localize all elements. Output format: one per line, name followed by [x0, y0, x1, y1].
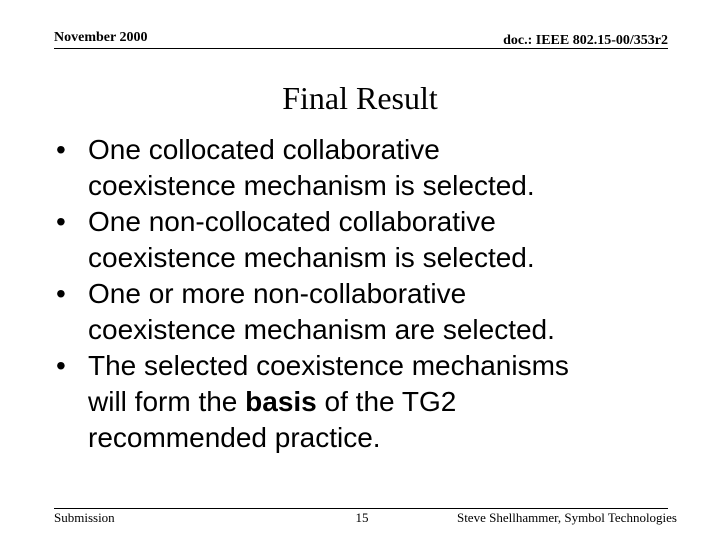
header-date: November 2000 — [54, 30, 148, 45]
bullet-item — [56, 132, 696, 204]
bullet-line: coexistence mechanism is selected. — [88, 242, 535, 273]
bullet-line: One collocated collaborative — [88, 134, 440, 165]
bullet-line: One non-collocated collaborative — [88, 206, 496, 237]
bullet-dot-icon: • — [56, 134, 66, 165]
bullet-dot-icon: • — [56, 350, 66, 381]
bullet-line: The selected coexistence mechanisms — [88, 350, 569, 381]
bullet-list — [56, 132, 696, 456]
footer-submission: Submission — [54, 510, 115, 525]
bullet-line: recommended practice. — [88, 422, 381, 453]
footer-rule — [54, 508, 668, 509]
footer-author: Steve Shellhammer, Symbol Technologies — [456, 510, 677, 525]
bullet-item — [56, 348, 696, 456]
bullet-line-segment: of the TG2 — [316, 386, 457, 417]
bullet-line: coexistence mechanism is selected. — [88, 170, 535, 201]
bullet-dot-icon: • — [56, 278, 66, 309]
bullet-dot-icon: • — [56, 206, 66, 237]
bullet-text — [88, 204, 696, 276]
bullet-line — [88, 384, 696, 420]
bullet-text — [88, 132, 696, 204]
bullet-text — [88, 276, 696, 348]
bullet-line: One or more non-collaborative — [88, 278, 467, 309]
bullet-line: coexistence mechanism are selected. — [88, 314, 555, 345]
slide-title: Final Result — [282, 80, 438, 116]
header-document-id: doc.: IEEE 802.15-00/353r2 — [503, 33, 668, 48]
bullet-item — [56, 204, 696, 276]
bullet-emphasis: basis — [245, 386, 317, 417]
bullet-item — [56, 276, 696, 348]
bullet-line-segment: will form the — [88, 386, 246, 417]
footer-page-number: 15 — [355, 510, 369, 525]
bullet-text — [88, 348, 696, 456]
header-rule — [54, 48, 668, 49]
